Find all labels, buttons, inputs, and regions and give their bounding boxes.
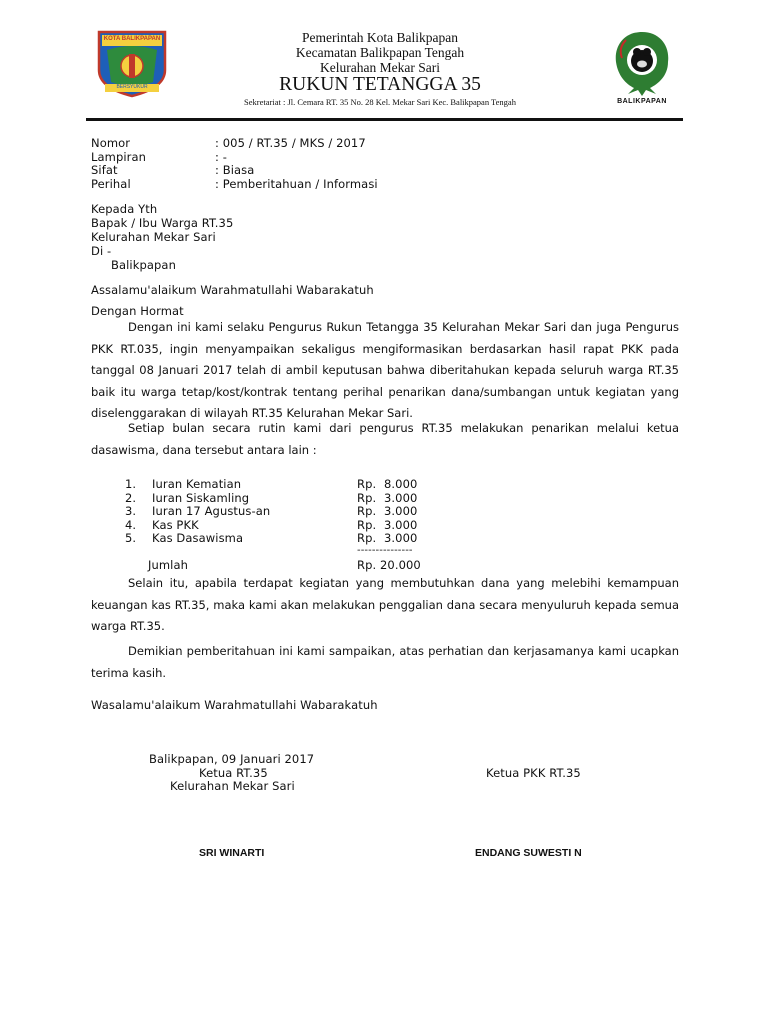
fee-4-name: Kas PKK	[152, 517, 199, 532]
fee-1-currency: Rp.	[357, 477, 377, 491]
paragraph-2: Setiap bulan secara rutin kami dari pengurus RT.35 melakukan penarikan melalui ketua dasawisma, dana tersebut antara lain :	[91, 421, 679, 457]
meta-nomor-value: : 005 / RT.35 / MKS / 2017	[215, 136, 366, 150]
fee-2-no: 2.	[125, 490, 137, 505]
left-logo-text-bottom: BERSYUKUR	[116, 84, 148, 90]
header-line-3: Kelurahan Mekar Sari	[320, 60, 440, 75]
meta-perihal-value: : Pemberitahuan / Informasi	[215, 176, 378, 191]
header-title: RUKUN TETANGGA 35	[279, 74, 481, 95]
fee-2-amount: 3.000	[384, 490, 418, 505]
fee-3-currency: Rp.	[357, 504, 377, 518]
header-line-2: Kecamatan Balikpapan Tengah	[295, 45, 465, 60]
fee-divider: ---------------	[357, 545, 413, 556]
meta-sifat-label: Sifat	[91, 163, 118, 177]
fee-total-value: Rp. 20.000	[357, 558, 421, 572]
recipient-line-3: Kelurahan Mekar Sari	[91, 230, 216, 244]
letterhead-divider	[86, 118, 683, 121]
right-logo	[608, 28, 676, 102]
fee-5-amount: 3.000	[384, 531, 418, 545]
meta-lampiran-label: Lampiran	[91, 149, 147, 164]
header-line-1: Pemerintah Kota Balikpapan	[302, 30, 458, 45]
fee-3-amount: 3.000	[384, 504, 418, 518]
signature-right-name: ENDANG SUWESTI N	[475, 847, 582, 859]
fee-3-name: Iuran 17 Agustus-an	[152, 504, 271, 518]
fee-4-currency: Rp.	[357, 517, 377, 532]
fee-5-currency: Rp.	[357, 531, 377, 545]
fee-1-no: 1.	[125, 477, 137, 491]
signature-place-date: Balikpapan, 09 Januari 2017	[149, 752, 315, 766]
meta-perihal-label: Perihal	[91, 176, 131, 191]
greeting: Assalamu'alaikum Warahmatullahi Wabarakatuh	[91, 283, 374, 297]
recipient-line-1: Kepada Yth	[91, 202, 158, 216]
signature-left-role: Ketua RT.35	[199, 765, 268, 780]
signature-left-name: SRI WINARTI	[199, 847, 265, 859]
paragraph-4: Demikian pemberitahuan ini kami sampaikan, atas perhatian dan kerjasamanya kami ucapkan terima kasih.	[91, 644, 679, 680]
right-logo-text: BALIKPAPAN	[617, 98, 667, 105]
fee-4-no: 4.	[125, 517, 137, 532]
meta-nomor-label: Nomor	[91, 136, 131, 150]
fee-total-label: Jumlah	[148, 558, 189, 572]
left-logo-text-top: KOTA BALIKPAPAN	[103, 36, 161, 42]
paragraph-1: Dengan ini kami selaku Pengurus Rukun Tetangga 35 Kelurahan Mekar Sari dan juga Pengurus PKK RT.035, ingin menyampaikan sekaligus mengiformasikan berdasarkan hasil rapat PKK pada tanggal 08 Januari 2017 telah di ambil keputusan bahwa diberitahukan kepada seluruh warga RT.35 baik itu warga tetap/kost/kontrak tentang perihal penarikan dana/sumbangan untuk kegiatan yang diselenggarakan di wilayah RT.35 Kelurahan Mekar Sari.	[91, 320, 679, 421]
header-address: Sekretariat : Jl. Cemara RT. 35 No. 28 Kel. Mekar Sari Kec. Balikpapan Tengah	[244, 97, 516, 107]
recipient-line-4: Di -	[91, 243, 112, 258]
signature-left-org: Kelurahan Mekar Sari	[170, 779, 295, 793]
signature-right-role: Ketua PKK RT.35	[486, 765, 581, 780]
meta-sifat-value: : Biasa	[215, 163, 255, 177]
fee-5-no: 5.	[125, 531, 137, 545]
fee-1-amount: 8.000	[384, 477, 418, 491]
fee-2-currency: Rp.	[357, 490, 377, 505]
fee-4-amount: 3.000	[384, 517, 418, 532]
fee-2-name: Iuran Siskamling	[152, 490, 250, 505]
closing-greeting: Wasalamu'alaikum Warahmatullahi Wabarakatuh	[91, 698, 378, 712]
fee-5-name: Kas Dasawisma	[152, 531, 244, 545]
paragraph-3: Selain itu, apabila terdapat kegiatan yang membutuhkan dana yang melebihi kemampuan keuangan kas RT.35, maka kami akan melakukan penggalian dana secara menyuluruh kepada semua warga RT.35.	[91, 576, 679, 634]
meta-lampiran-value: : -	[215, 149, 227, 164]
fee-3-no: 3.	[125, 504, 137, 518]
salutation: Dengan Hormat	[91, 304, 184, 318]
recipient-line-5: Balikpapan	[111, 257, 176, 272]
recipient-line-2: Bapak / Ibu Warga RT.35	[91, 216, 234, 230]
fee-1-name: Iuran Kematian	[152, 477, 242, 491]
